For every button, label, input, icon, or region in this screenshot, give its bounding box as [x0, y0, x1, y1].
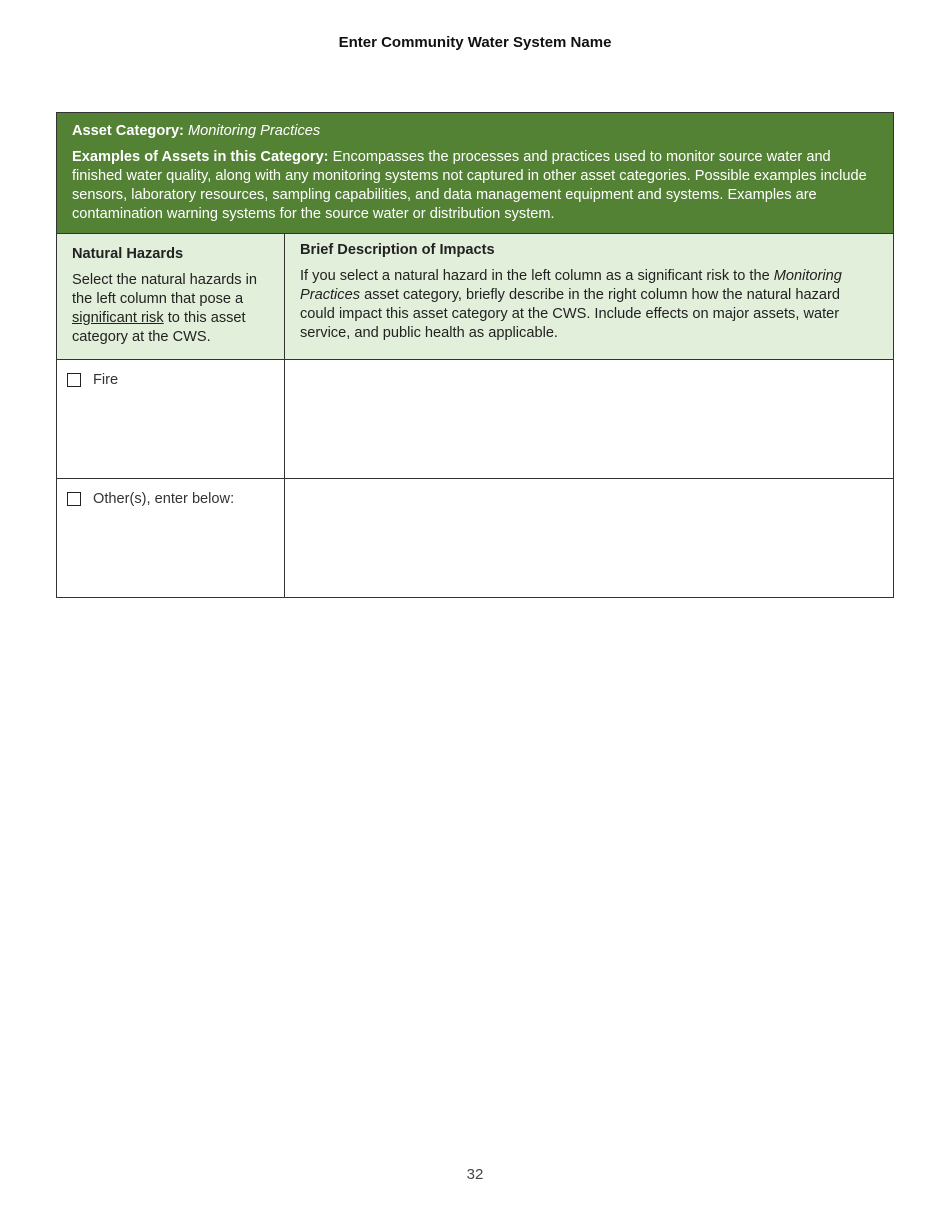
asset-category-label: Asset Category:: [72, 123, 184, 139]
fire-checkbox[interactable]: [67, 373, 81, 387]
page-number: 32: [466, 1166, 484, 1183]
instructions-row: [57, 234, 893, 360]
hazard-checkbox-line: [67, 372, 274, 388]
hazard-row-other: [57, 478, 893, 597]
hazard-form-table: [56, 112, 894, 598]
impacts-heading: Brief Description of Impacts: [300, 242, 495, 258]
impacts-instructions: [285, 234, 893, 359]
asset-category-header: [57, 113, 893, 234]
asset-examples-label: Examples of Assets in this Category:: [72, 149, 329, 165]
impacts-text-part2: asset category, briefly describe in the right column how the natural hazard could impact this asset category at the CWS. Include effects on major assets, water service, and public health as applicable.: [300, 287, 840, 341]
fire-label: Fire: [93, 372, 119, 388]
asset-examples-line: [72, 148, 878, 224]
other-checkbox[interactable]: [67, 492, 81, 506]
other-label: Other(s), enter below:: [93, 491, 235, 507]
natural-hazards-instructions: [57, 234, 285, 359]
fire-description-field[interactable]: [285, 360, 893, 478]
impacts-text-part1: If you select a natural hazard in the left column as a significant risk to the: [300, 268, 770, 284]
asset-category-value: Monitoring Practices: [187, 123, 321, 139]
other-description-field[interactable]: [285, 479, 893, 597]
natural-hazards-heading: Natural Hazards: [72, 246, 184, 262]
asset-examples-text: Encompasses the processes and practices used to monitor source water and finished water quality, along with any monitoring systems not captured in other asset categories. Possible examples include sensors, laboratory resources, sampling capabilities, and data management equipment and systems. Examples are contamination warning systems for the source water or distribution system.: [72, 149, 867, 222]
impacts-asset-category: Monitoring Practices: [300, 268, 842, 303]
natural-hazards-text: [72, 271, 269, 347]
hazard-cell: [57, 360, 285, 478]
hazard-row-fire: [57, 360, 893, 478]
hazard-checkbox-line: [67, 491, 274, 507]
natural-hazards-text-part2: to this asset category at the CWS.: [72, 310, 246, 345]
hazard-cell: [57, 479, 285, 597]
asset-category-line: [72, 122, 878, 141]
significant-risk-text: significant risk: [72, 310, 164, 326]
impacts-text: [300, 267, 878, 343]
page-title: Enter Community Water System Name: [338, 34, 612, 51]
natural-hazards-text-part1: Select the natural hazards in the left column that pose a: [72, 272, 257, 307]
